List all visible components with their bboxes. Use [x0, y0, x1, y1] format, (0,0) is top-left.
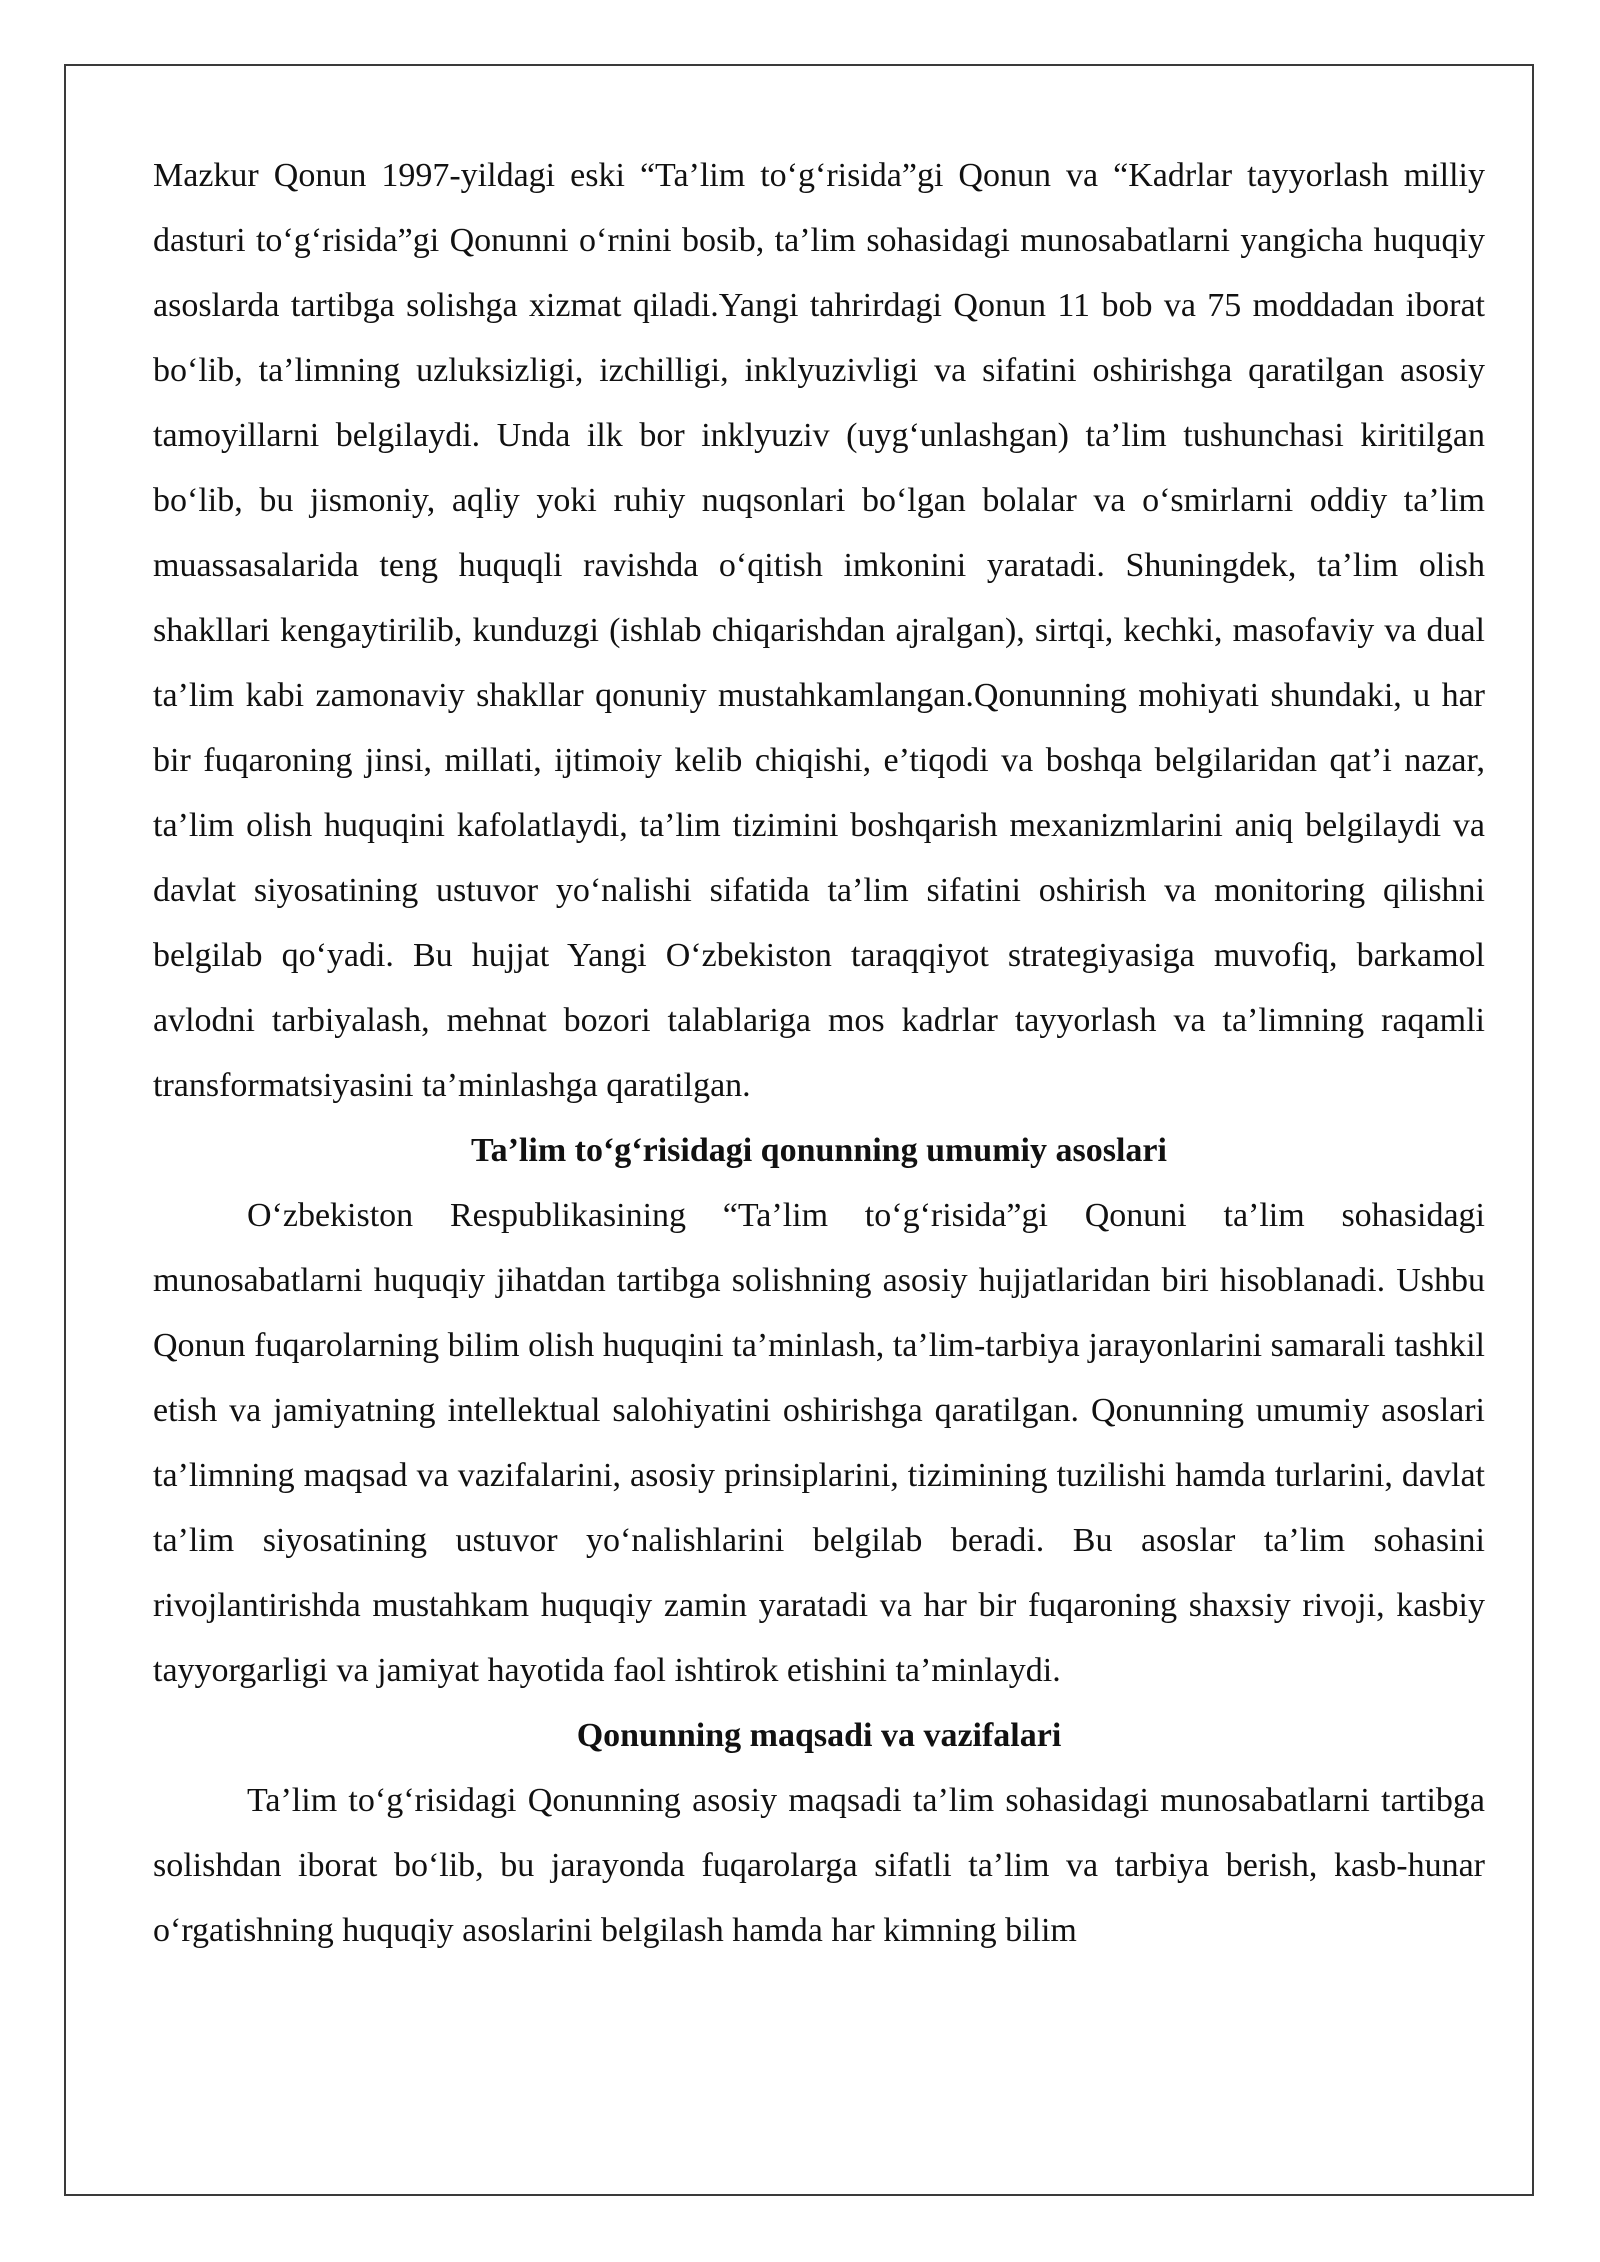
- paragraph-goals-tasks: Ta’lim to‘g‘risidagi Qonunning asosiy maqsadi ta’lim sohasidagi munosabatlarni tartibga solishdan iborat bo‘lib, bu jarayonda fuqarolarga sifatli ta’lim va tarbiya berish, kasb-hunar o‘rgatishning huquqiy asoslarini belgilash hamda har kimning bilim: [153, 1782, 1485, 1949]
- document-body: [153, 143, 1485, 1963]
- section-heading-goals-tasks: Qonunning maqsadi va vazifalari: [576, 1717, 1062, 1754]
- paragraph-intro: Mazkur Qonun 1997-yildagi eski “Ta’lim to‘g‘risida”gi Qonun va “Kadrlar tayyorlash milliy dasturi to‘g‘risida”gi Qonunni o‘rnini bosib, ta’lim sohasidagi munosabatlarni yangicha huquqiy asoslarda tartibga solishga xizmat qiladi.Yangi tahrirdagi Qonun 11 bob va 75 moddadan iborat bo‘lib, ta’limning uzluksizligi, izchilligi, inklyuzivligi va sifatini oshirishga qaratilgan asosiy tamoyillarni belgilaydi. Unda ilk bor inklyuziv (uyg‘unlashgan) ta’lim tushunchasi kiritilgan bo‘lib, bu jismoniy, aqliy yoki ruhiy nuqsonlari bo‘lgan bolalar va o‘smirlarni oddiy ta’lim muassasalarida teng huquqli ravishda o‘qitish imkonini yaratadi. Shuningdek, ta’lim olish shakllari kengaytirilib, kunduzgi (ishlab chiqarishdan ajralgan), sirtqi, kechki, masofaviy va dual ta’lim kabi zamonaviy shakllar qonuniy mustahkamlangan.Qonunning mohiyati shundaki, u har bir fuqaroning jinsi, millati, ijtimoiy kelib chiqishi, e’tiqodi va boshqa belgilaridan qat’i nazar, ta’lim olish huquqini kafolatlaydi, ta’lim tizimini boshqarish mexanizmlarini aniq belgilaydi va davlat siyosatining ustuvor yo‘nalishi sifatida ta’lim sifatini oshirish va monitoring qilishni belgilab qo‘yadi. Bu hujjat Yangi O‘zbekiston taraqqiyot strategiyasiga muvofiq, barkamol avlodni tarbiyalash, mehnat bozori talablariga mos kadrlar tayyorlash va ta’limning raqamli transformatsiyasini ta’minlashga qaratilgan.: [153, 157, 1485, 1104]
- section-heading-general-foundations: Ta’lim to‘g‘risidagi qonunning umumiy asoslari: [471, 1132, 1167, 1169]
- paragraph-general-foundations: O‘zbekiston Respublikasining “Ta’lim to‘g‘risida”gi Qonuni ta’lim sohasidagi munosabatlarni huquqiy jihatdan tartibga solishning asosiy hujjatlaridan biri hisoblanadi. Ushbu Qonun fuqarolarning bilim olish huquqini ta’minlash, ta’lim-tarbiya jarayonlarini samarali tashkil etish va jamiyatning intellektual salohiyatini oshirishga qaratilgan. Qonunning umumiy asoslari ta’limning maqsad va vazifalarini, asosiy prinsiplarini, tizimining tuzilishi hamda turlarini, davlat ta’lim siyosatining ustuvor yo‘nalishlarini belgilab beradi. Bu asoslar ta’lim sohasini rivojlantirishda mustahkam huquqiy zamin yaratadi va har bir fuqaroning shaxsiy rivoji, kasbiy tayyorgarligi va jamiyat hayotida faol ishtirok etishini ta’minlaydi.: [153, 1197, 1485, 1689]
